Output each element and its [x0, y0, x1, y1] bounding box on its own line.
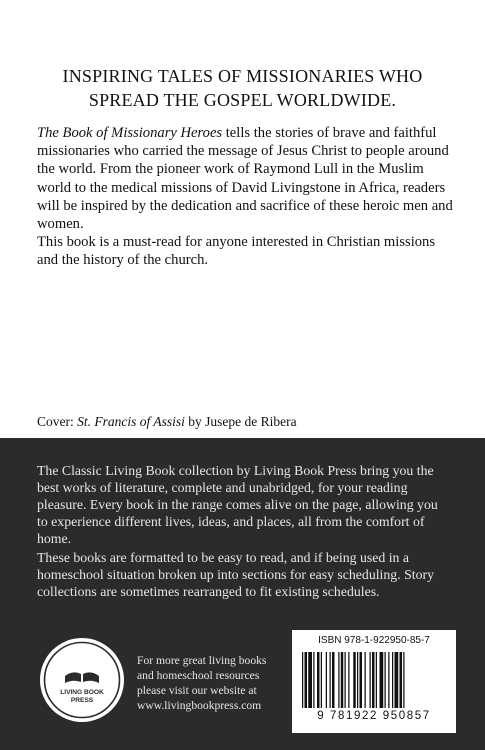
website-line-1: For more great living books [137, 654, 267, 667]
barcode-bar [305, 652, 308, 708]
website-info [137, 653, 287, 713]
collection-paragraph-1: The Classic Living Book collection by Living Book Press bring you the best works of literature, complete and unabridged, for your reading pleasure. Every book in the range comes alive on the page, allowing you to experience different lives, ideas, and places, all from the comfort of home. [37, 463, 438, 546]
book-title: The Book of Missionary Heroes [37, 125, 223, 141]
collection-paragraph-2: These books are formatted to be easy to read, and if being used in a homeschool situation broken up into sections for easy scheduling. Story collections are sometimes rearranged to fit existing schedules. [37, 550, 434, 599]
cover-painting-title: St. Francis of Assisi [77, 414, 185, 429]
barcode-bar [376, 652, 377, 708]
barcode-bar [302, 652, 303, 708]
barcode-bar [330, 652, 331, 708]
logo-text-line-1: LIVING BOOK [60, 689, 104, 696]
logo-text-line-2: PRESS [70, 697, 94, 704]
barcode-bar [348, 652, 349, 708]
barcode-bar [338, 652, 339, 708]
barcode-bar [380, 652, 384, 708]
isbn-label: ISBN 978-1-922950-85-7 [318, 635, 430, 646]
living-book-press-logo [38, 636, 126, 724]
headline-line-2: SPREAD THE GOSPEL WORLDWIDE. [88, 90, 397, 110]
barcode-bar [372, 652, 375, 708]
publisher-band [0, 438, 485, 750]
cover-credit [37, 414, 297, 430]
barcode-bar [403, 652, 404, 708]
barcode-bar [370, 652, 371, 708]
barcode-bar [353, 652, 356, 708]
barcode-bar [400, 652, 403, 708]
barcode-bar [345, 652, 346, 708]
barcode-bar [360, 652, 363, 708]
barcode-bar [308, 652, 312, 708]
website-line-3: please visit our website at [137, 684, 257, 697]
cover-artist: by Jusepe de Ribera [184, 414, 297, 429]
barcode-bar [388, 652, 389, 708]
isbn-barcode-box [292, 630, 456, 733]
website-line-2: and homeschool resources [137, 669, 260, 682]
headline-line-1: INSPIRING TALES OF MISSIONARIES WHO [62, 66, 423, 86]
description-body: tells the stories of brave and faithful missionaries who carried the message of Jesus Christ to people around the world. From the pioneer work of Raymond Lull in the Muslim world to the medical missions of David Livingstone in Africa, readers will be inspired by the dedication and sacrifice of these heroic men and women. [37, 125, 453, 233]
barcode-bar [392, 652, 393, 708]
barcode-bar [317, 652, 320, 708]
recommendation-text: This book is a must-read for anyone interested in Christian missions and the history of the church. [37, 234, 436, 269]
cover-credit-prefix: Cover: [37, 414, 78, 429]
barcode-bar [332, 652, 335, 708]
barcode-bar [326, 652, 327, 708]
barcode-bar [313, 652, 314, 708]
barcode-bar [357, 652, 358, 708]
barcode-digits: 9 781922 950857 [317, 710, 431, 722]
barcode-bar [365, 652, 366, 708]
book-description [37, 124, 455, 233]
barcode-bar [341, 652, 344, 708]
barcode-bar [321, 652, 322, 708]
website-url: www.livingbookpress.com [137, 699, 262, 712]
barcode-bar [385, 652, 386, 708]
barcode [300, 652, 450, 708]
headline [40, 64, 445, 112]
barcode-bar [395, 652, 399, 708]
